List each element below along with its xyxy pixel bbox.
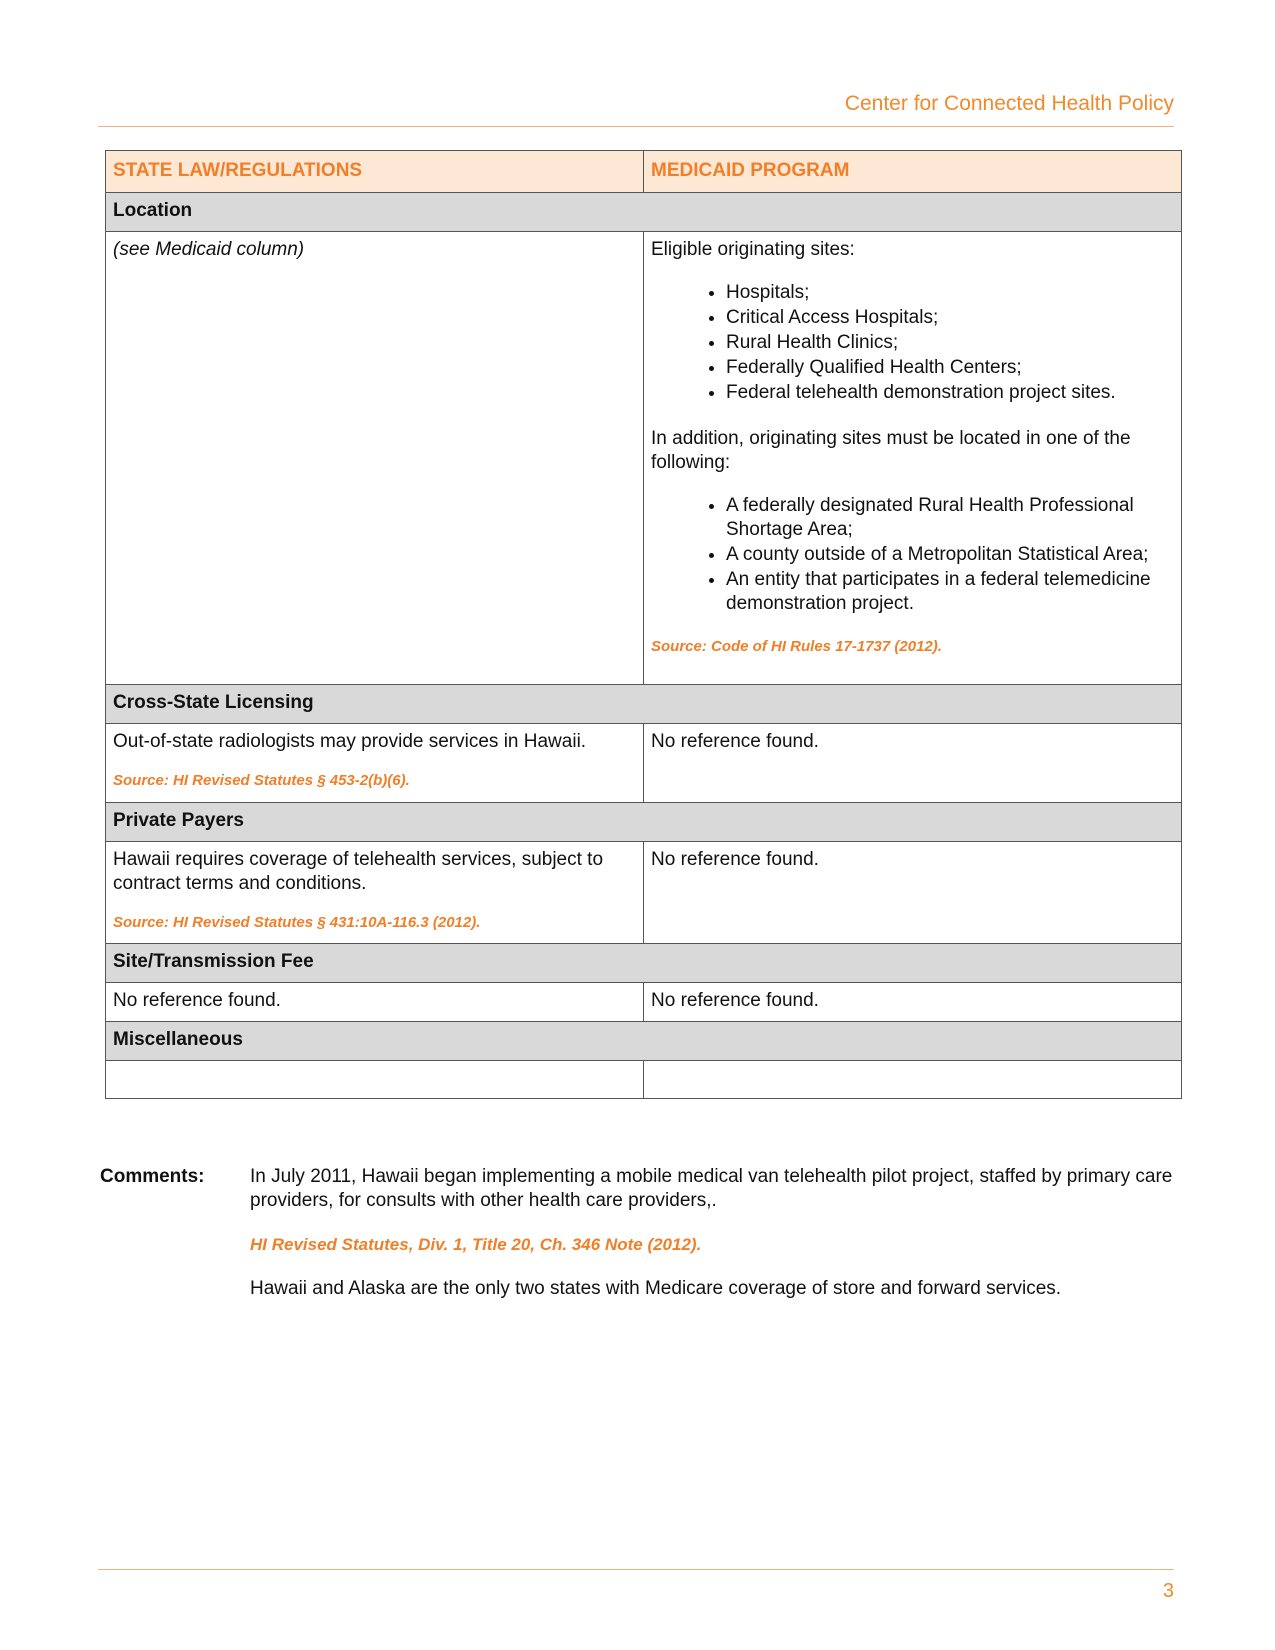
state-law-column-header: STATE LAW/REGULATIONS	[106, 151, 644, 193]
table-row-misc	[106, 1061, 1182, 1099]
list-item: • A federally designated Rural Health Professional Shortage Area;	[726, 493, 1174, 542]
source-citation: Source: HI Revised Statutes § 431:10A-116.3 (2012).	[113, 914, 481, 931]
list-item: • Hospitals;	[726, 280, 1174, 305]
medicaid-cell-private-payers	[644, 842, 1182, 944]
state-cell-misc	[106, 1061, 644, 1099]
section-heading-licensing: Cross-State Licensing	[106, 685, 1182, 724]
medicaid-addition: In addition, originating sites must be located in one of the following:	[651, 428, 1131, 473]
table-row-licensing	[106, 724, 1182, 803]
source-citation: Source: HI Revised Statutes § 453-2(b)(6).	[113, 772, 410, 789]
section-heading-location: Location	[106, 193, 1182, 232]
table-header-row	[106, 151, 1182, 193]
comments-paragraph: Hawaii and Alaska are the only two states with Medicare coverage of store and forward services.	[250, 1278, 1062, 1299]
table-row-private-payers	[106, 842, 1182, 944]
state-cell-location	[106, 232, 644, 685]
section-row-location	[106, 193, 1182, 232]
list-item: • A county outside of a Metropolitan Statistical Area;	[726, 542, 1174, 567]
section-row-private-payers	[106, 803, 1182, 842]
medicaid-cell-site-fee: No reference found.	[644, 983, 1182, 1022]
section-row-misc	[106, 1022, 1182, 1061]
comments-paragraph: In July 2011, Hawaii began implementing a mobile medical van telehealth pilot project, staffed by primary care providers, for consults with other health care providers,.	[250, 1166, 1173, 1211]
state-cell-site-fee: No reference found.	[106, 983, 644, 1022]
list-item: • Federally Qualified Health Centers;	[726, 355, 1174, 380]
list-item: • Federal telehealth demonstration project sites.	[726, 380, 1174, 405]
state-cell-licensing	[106, 724, 644, 803]
state-text-location: (see Medicaid column)	[113, 239, 305, 260]
comments-source-citation: HI Revised Statutes, Div. 1, Title 20, Ch. 346 Note (2012).	[250, 1235, 702, 1254]
comments-body	[250, 1165, 1180, 1301]
medicaid-cell-licensing	[644, 724, 1182, 803]
section-row-site-fee	[106, 944, 1182, 983]
page-number: 3	[1162, 1580, 1174, 1602]
medicaid-cell-misc	[644, 1061, 1182, 1099]
medicaid-intro: Eligible originating sites:	[651, 239, 855, 260]
medicaid-text-licensing: No reference found.	[651, 731, 819, 752]
medicaid-text-private-payers: No reference found.	[651, 849, 819, 870]
comments-label: Comments:	[100, 1166, 205, 1187]
medicaid-column-header: MEDICAID PROGRAM	[644, 151, 1182, 193]
table-row-site-fee	[106, 983, 1182, 1022]
list-item: • Critical Access Hospitals;	[726, 305, 1174, 330]
table-row-location	[106, 232, 1182, 685]
footer-divider	[98, 1569, 1174, 1570]
eligible-sites-list	[651, 280, 1174, 405]
header-divider	[98, 126, 1174, 127]
section-heading-private-payers: Private Payers	[106, 803, 1182, 842]
medicaid-cell-location	[644, 232, 1182, 685]
policy-table	[105, 150, 1182, 1099]
list-item: • Rural Health Clinics;	[726, 330, 1174, 355]
state-cell-private-payers	[106, 842, 644, 944]
source-citation: Source: Code of HI Rules 17-1737 (2012).	[651, 638, 942, 655]
comments-section	[100, 1165, 1180, 1321]
location-requirements-list	[651, 493, 1174, 616]
section-heading-misc: Miscellaneous	[106, 1022, 1182, 1061]
state-text-licensing: Out-of-state radiologists may provide services in Hawaii.	[113, 731, 587, 752]
state-text-private-payers: Hawaii requires coverage of telehealth services, subject to contract terms and conditions.	[113, 849, 604, 894]
section-heading-site-fee: Site/Transmission Fee	[106, 944, 1182, 983]
page-header-title: Center for Connected Health Policy	[844, 92, 1174, 115]
list-item: • An entity that participates in a federal telemedicine demonstration project.	[726, 567, 1174, 616]
section-row-licensing	[106, 685, 1182, 724]
